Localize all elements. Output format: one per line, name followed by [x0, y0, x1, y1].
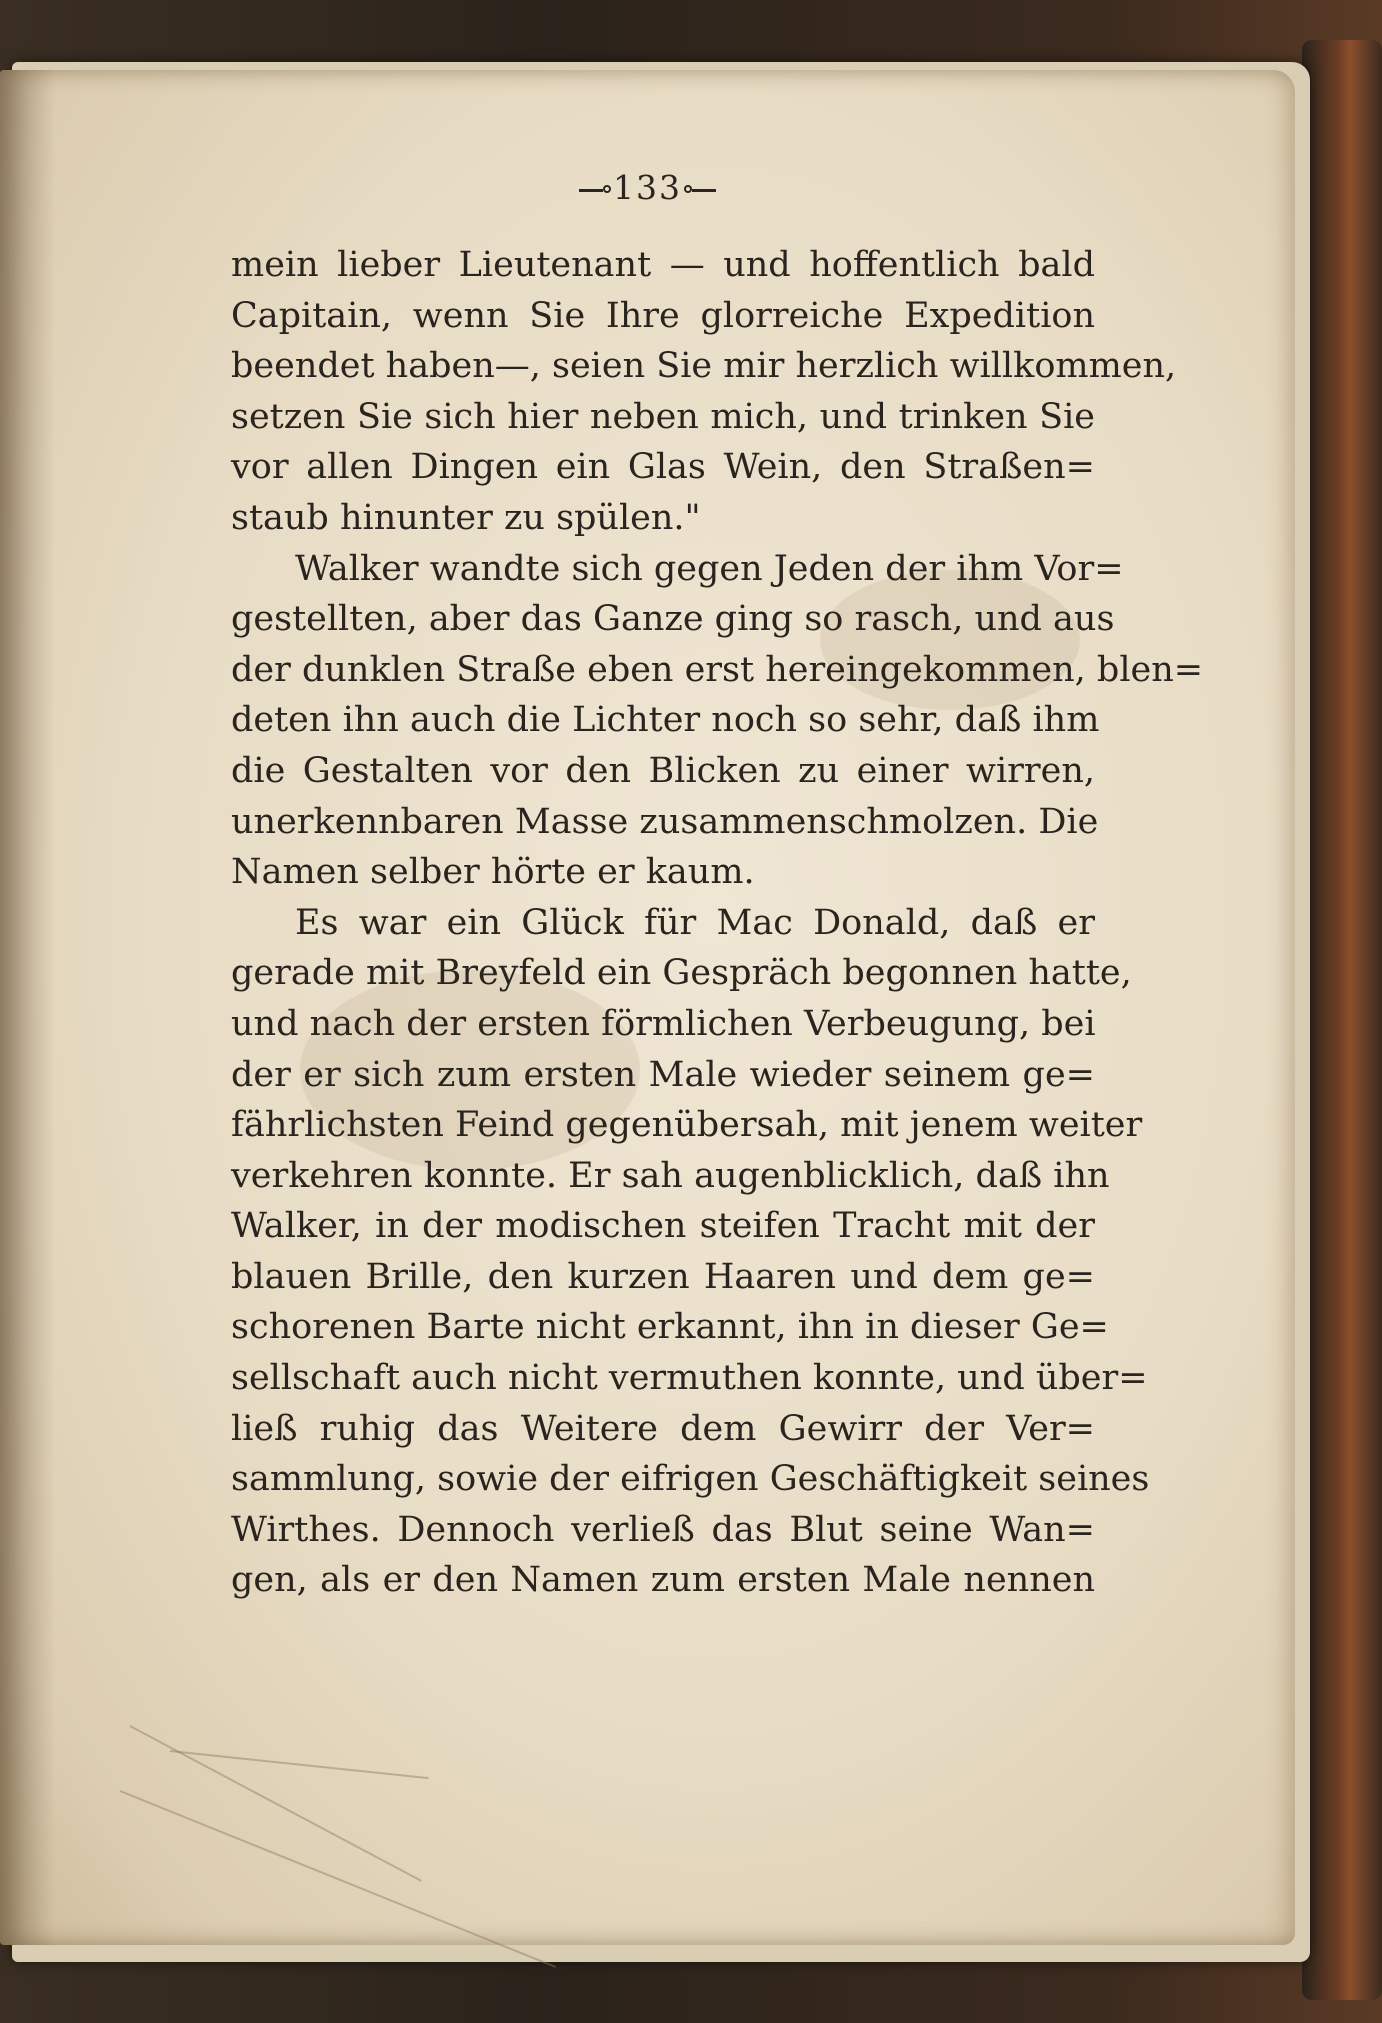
text-line: Capitain, wenn Sie Ihre glorreiche Expedition [231, 295, 1095, 336]
text-line: staub hinunter zu spülen." [231, 497, 701, 538]
text-line: fährlichsten Feind gegenübersah, mit jenem weiter [231, 1105, 1143, 1146]
text-line: der er sich zum ersten Male wieder seinem ge= [231, 1054, 1095, 1095]
text-line: Wirthes. Dennoch verließ das Blut seine Wan= [231, 1509, 1095, 1550]
text-line: beendet haben—, seien Sie mir herzlich willkommen, [231, 346, 1177, 387]
gutter-shadow [0, 70, 55, 1945]
page-number [0, 168, 1295, 207]
text-line: vor allen Dingen ein Glas Wein, den Straßen= [231, 447, 1095, 488]
page-crease [120, 1790, 557, 1968]
book-spine-edge [1302, 40, 1382, 2000]
text-line: schorenen Barte nicht erkannt, ihn in dieser Ge= [231, 1307, 1109, 1348]
text-line: und nach der ersten förmlichen Verbeugung, bei [231, 1003, 1096, 1044]
text-line: sammlung, sowie der eifrigen Geschäftigkeit seines [231, 1459, 1150, 1500]
text-line: gen, als er den Namen zum ersten Male nennen [231, 1560, 1095, 1601]
page-crease [170, 1750, 429, 1779]
text-line: deten ihn auch die Lichter noch so sehr, daß ihm [231, 700, 1100, 741]
text-line: ließ ruhig das Weitere dem Gewirr der Ver= [231, 1408, 1095, 1449]
text-line: Es war ein Glück für Mac Donald, daß er [295, 902, 1095, 943]
text-line: die Gestalten vor den Blicken zu einer wirren, [231, 750, 1095, 791]
text-line: Walker, in der modischen steifen Tracht mit der [231, 1206, 1095, 1247]
text-line: sellschaft auch nicht vermuthen konnte, und über= [231, 1358, 1148, 1399]
text-line: verkehren konnte. Er sah augenblicklich, daß ihn [231, 1155, 1110, 1196]
text-line: unerkennbaren Masse zusammenschmolzen. Die [231, 801, 1099, 842]
text-line: der dunklen Straße eben erst hereingekommen, blen= [231, 649, 1204, 690]
text-line: gestellten, aber das Ganze ging so rasch, und aus [231, 599, 1115, 640]
text-line: Walker wandte sich gegen Jeden der ihm Vor= [295, 548, 1124, 589]
text-line: blauen Brille, den kurzen Haaren und dem ge= [231, 1256, 1095, 1297]
ornament-dash-left [579, 189, 603, 192]
text-line: Namen selber hörte er kaum. [231, 852, 755, 893]
page-crease [130, 1725, 422, 1882]
text-line: mein lieber Lieutenant — und hoffentlich bald [231, 245, 1095, 285]
ornament-dash-right [692, 189, 716, 192]
page-number-text: 133 [613, 168, 682, 207]
body-text [231, 240, 1204, 1606]
text-line: setzen Sie sich hier neben mich, und trinken Sie [231, 396, 1095, 437]
text-line: gerade mit Breyfeld ein Gespräch begonnen hatte, [231, 953, 1132, 994]
